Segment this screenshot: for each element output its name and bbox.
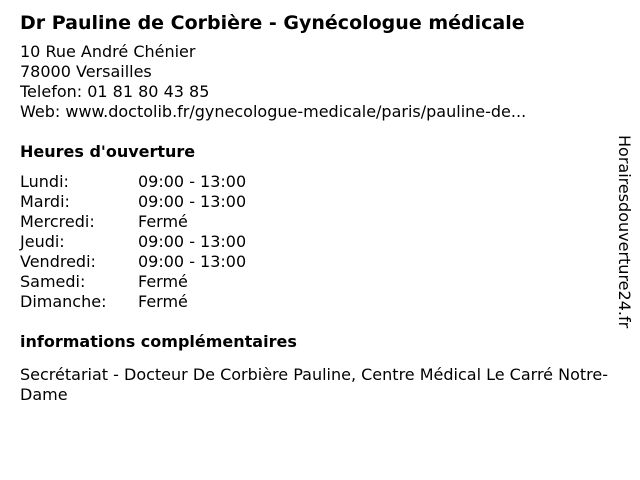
hours-day: Dimanche: (20, 292, 107, 311)
page-title: Dr Pauline de Corbière - Gynécologue médicale (20, 12, 525, 34)
hours-row-sunday (20, 292, 610, 312)
hours-time: Fermé (138, 272, 188, 291)
hours-day: Lundi: (20, 172, 69, 191)
hours-row-tuesday (20, 192, 610, 212)
hours-row-wednesday (20, 212, 610, 232)
hours-day: Mardi: (20, 192, 70, 211)
hours-heading: Heures d'ouverture (20, 142, 196, 161)
info-text: Secrétariat - Docteur De Corbière Pauline, Centre Médical Le Carré Notre-Dame (20, 365, 608, 404)
website-link[interactable]: Web: www.doctolib.fr/gynecologue-medicale/paris/pauline-de... (20, 102, 527, 121)
address-street: 10 Rue André Chénier (20, 42, 196, 61)
address-city: 78000 Versailles (20, 62, 152, 81)
hours-time: Fermé (138, 212, 188, 231)
hours-table (20, 172, 610, 312)
content (20, 10, 610, 405)
hours-time: 09:00 - 13:00 (138, 232, 247, 251)
info-heading: informations complémentaires (20, 332, 297, 351)
phone-number: Telefon: 01 81 80 43 85 (20, 82, 210, 101)
hours-time: Fermé (138, 292, 188, 311)
hours-time: 09:00 - 13:00 (138, 252, 247, 271)
address-block (20, 42, 610, 122)
hours-day: Jeudi: (20, 232, 65, 251)
hours-row-friday (20, 252, 610, 272)
hours-day: Vendredi: (20, 252, 96, 271)
hours-day: Mercredi: (20, 212, 95, 231)
hours-row-monday (20, 172, 610, 192)
hours-row-thursday (20, 232, 610, 252)
hours-day: Samedi: (20, 272, 86, 291)
hours-time: 09:00 - 13:00 (138, 192, 247, 211)
hours-row-saturday (20, 272, 610, 292)
hours-time: 09:00 - 13:00 (138, 172, 247, 191)
site-watermark: Horairesdouverture24.fr (615, 135, 634, 329)
